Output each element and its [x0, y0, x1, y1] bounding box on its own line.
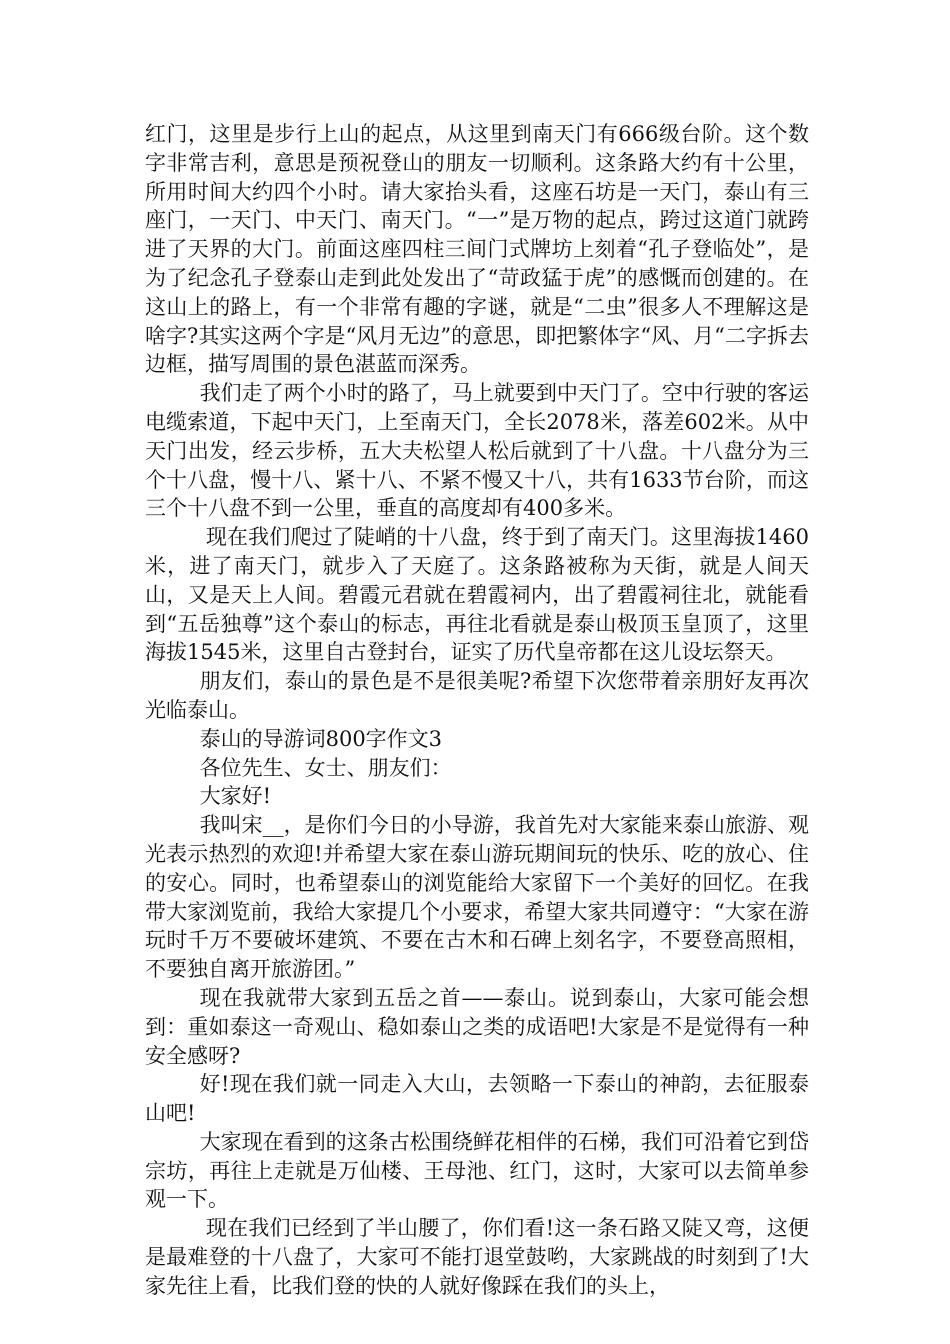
paragraph-hello: 大家好!	[199, 784, 272, 809]
paragraph-zhongtianmen: 我们走了两个小时的路了，马上就要到中天门了。空中行驶的客运电缆索道，下起中天门，上至南天门，全长2078米，落差602米。从中天门出发，经云步桥，五大夫松望人松后就到了十八盘。十八盘分为三个十八盘，慢十八、紧十八、不紧不慢又十八，共有1633节台阶，而这三个十八盘不到一公里，垂直的高度却有400多米。	[145, 381, 809, 521]
paragraph-enter-mountain: 好!现在我们就一同走入大山，去领略一下泰山的神韵，去征服泰山吧!	[145, 1072, 809, 1126]
document-page	[145, 120, 809, 1301]
paragraph-closing-wish: 朋友们，泰山的景色是不是很美呢?希望下次您带着亲朋好友再次光临泰山。	[145, 669, 809, 722]
paragraph-wuyue: 现在我就带大家到五岳之首——泰山。说到泰山，大家可能会想到：重如泰这一奇观山、稳如泰山之类的成语吧!大家是不是觉得有一种安全感呀?	[145, 985, 809, 1068]
paragraph-self-intro: 我叫宋__，是你们今日的小导游，我首先对大家能来泰山旅游、观光表示热烈的欢迎!并希望大家在泰山游玩期间玩的快乐、吃的放心、住的安心。同时，也希望泰山的浏览能给大家留下一个美好的回忆。在我带大家浏览前，我给大家提几个小要求，希望大家共同遵守：“大家在游玩时千万不要破坏建筑、不要在古木和石碑上刻名字，不要登高照相，不要独自离开旅游团。”	[145, 813, 809, 982]
paragraph-halfway: 现在我们已经到了半山腰了，你们看!这一条石路又陡又弯，这便是最难登的十八盘了，大家可不能打退堂鼓哟，大家跳战的时刻到了!大家先往上看，比我们登的快的人就好像踩在我们的头上，	[145, 1216, 809, 1298]
paragraph-hongmen-intro: 红门，这里是步行上山的起点，从这里到南天门有666级台阶。这个数字非常吉利，意思是预祝登山的朋友一切顺利。这条路大约有十公里，所用时间大约四个小时。请大家抬头看，这座石坊是一天门，泰山有三座门，一天门、中天门、南天门。“一”是万物的起点，跨过这道门就跨进了天界的大门。前面这座四柱三间门式牌坊上刻着“孔子登临处”，是为了纪念孔子登泰山走到此处发出了“苛政猛于虎”的感慨而创建的。在这山上的路上，有一个非常有趣的字谜，就是“二虫”很多人不理解这是啥字?其实这两个字是“风月无边”的意思，即把繁体字“风、月“二字拆去边框，描写周围的景色湛蓝而深秀。	[145, 122, 809, 377]
section-heading: 泰山的导游词800字作文3	[199, 726, 443, 751]
paragraph-nantianmen: 现在我们爬过了陡峭的十八盘，终于到了南天门。这里海拔1460米，进了南天门，就步入了天庭了。这条路被称为天街，就是人间天山，又是天上人间。碧霞元君就在碧霞祠内，出了碧霞祠往北，就能看到“五岳独尊”这个泰山的标志，再往北看就是泰山极顶玉皇顶了，这里海拔1545米，这里自古登封台，证实了历代皇帝都在这儿设坛祭天。	[145, 525, 809, 665]
paragraph-greeting-audience: 各位先生、女士、朋友们：	[199, 755, 452, 780]
paragraph-stone-stairs: 大家现在看到的这条古松围绕鲜花相伴的石梯，我们可沿着它到岱宗坊，再往上走就是万仙楼、王母池、红门，这时，大家可以去简单参观一下。	[145, 1129, 809, 1212]
